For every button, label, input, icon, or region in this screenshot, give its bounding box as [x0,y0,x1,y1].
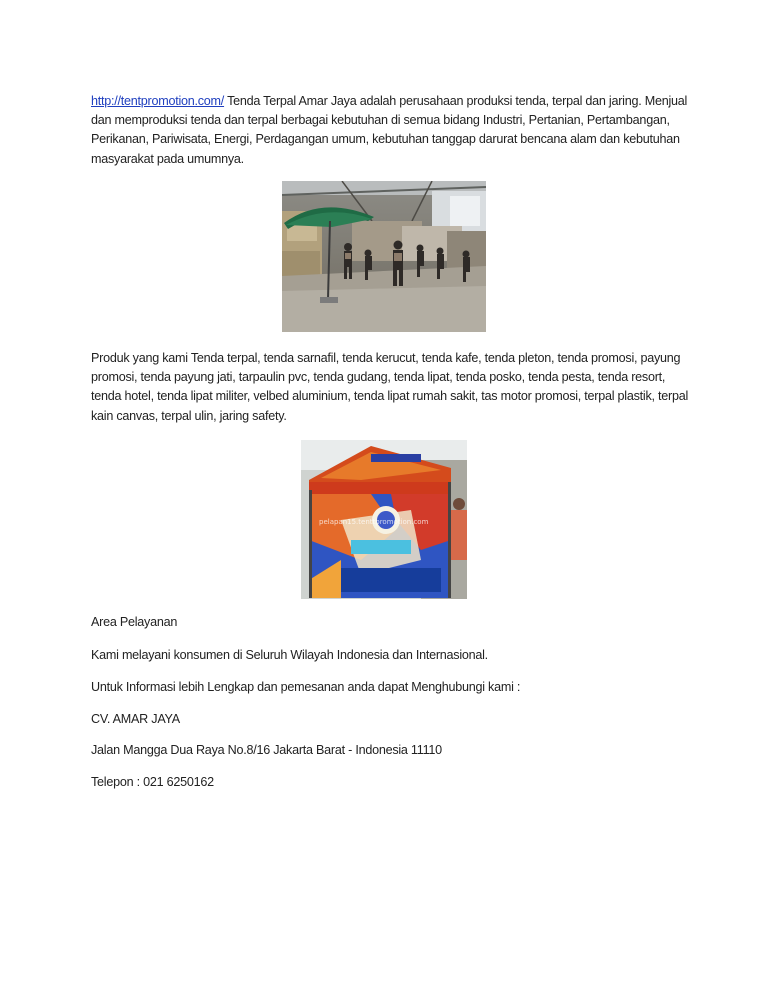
intro-text: Tenda Terpal Amar Jaya adalah perusahaan produksi tenda, terpal dan jaring. Menjual dan memproduksi tenda dan terpal berbagai kebutuhan di semua bidang Industri, Pertanian, Pertambangan, Perikanan, Pariwisata, Energi, Perdagangan umum, kebutuhan tanggap darurat bencana alam dan kebutuhan masyarakat pada umumnya. [91,94,688,166]
warehouse-umbrella-illustration [282,181,486,332]
intro-paragraph [91,92,691,169]
address: Jalan Mangga Dua Raya No.8/16 Jakarta Barat - Indonesia 11110 [91,743,442,757]
website-link[interactable]: http://tentpromotion.com/ [91,94,225,108]
phone: Telepon : 021 6250162 [91,775,214,789]
products-paragraph: Produk yang kami Tenda terpal, tenda sarnafil, tenda kerucut, tenda kafe, tenda pleton, tenda promosi, payung promosi, tenda payung jati, tarpaulin pvc, tenda gudang, tenda lipat, tenda posko, tenda pesta, tenda resort, tenda hotel, tenda lipat militer, velbed aluminium, tenda lipat rumah sakit, tas motor promosi, terpal plastik, terpal kain canvas, terpal ulin, jaring safety. [91,351,689,423]
contact-intro: Untuk Informasi lebih Lengkap dan pemesanan anda dapat Menghubungi kami : [91,680,521,694]
warehouse-umbrella-photo [282,181,486,332]
service-text: Kami melayani konsumen di Seluruh Wilayah Indonesia dan Internasional. [91,648,488,662]
promotional-tent-photo [301,440,467,599]
image-watermark: pelapan15.tenttpromotion.com [319,518,429,526]
area-heading: Area Pelayanan [91,615,178,629]
company-name: CV. AMAR JAYA [91,712,180,726]
